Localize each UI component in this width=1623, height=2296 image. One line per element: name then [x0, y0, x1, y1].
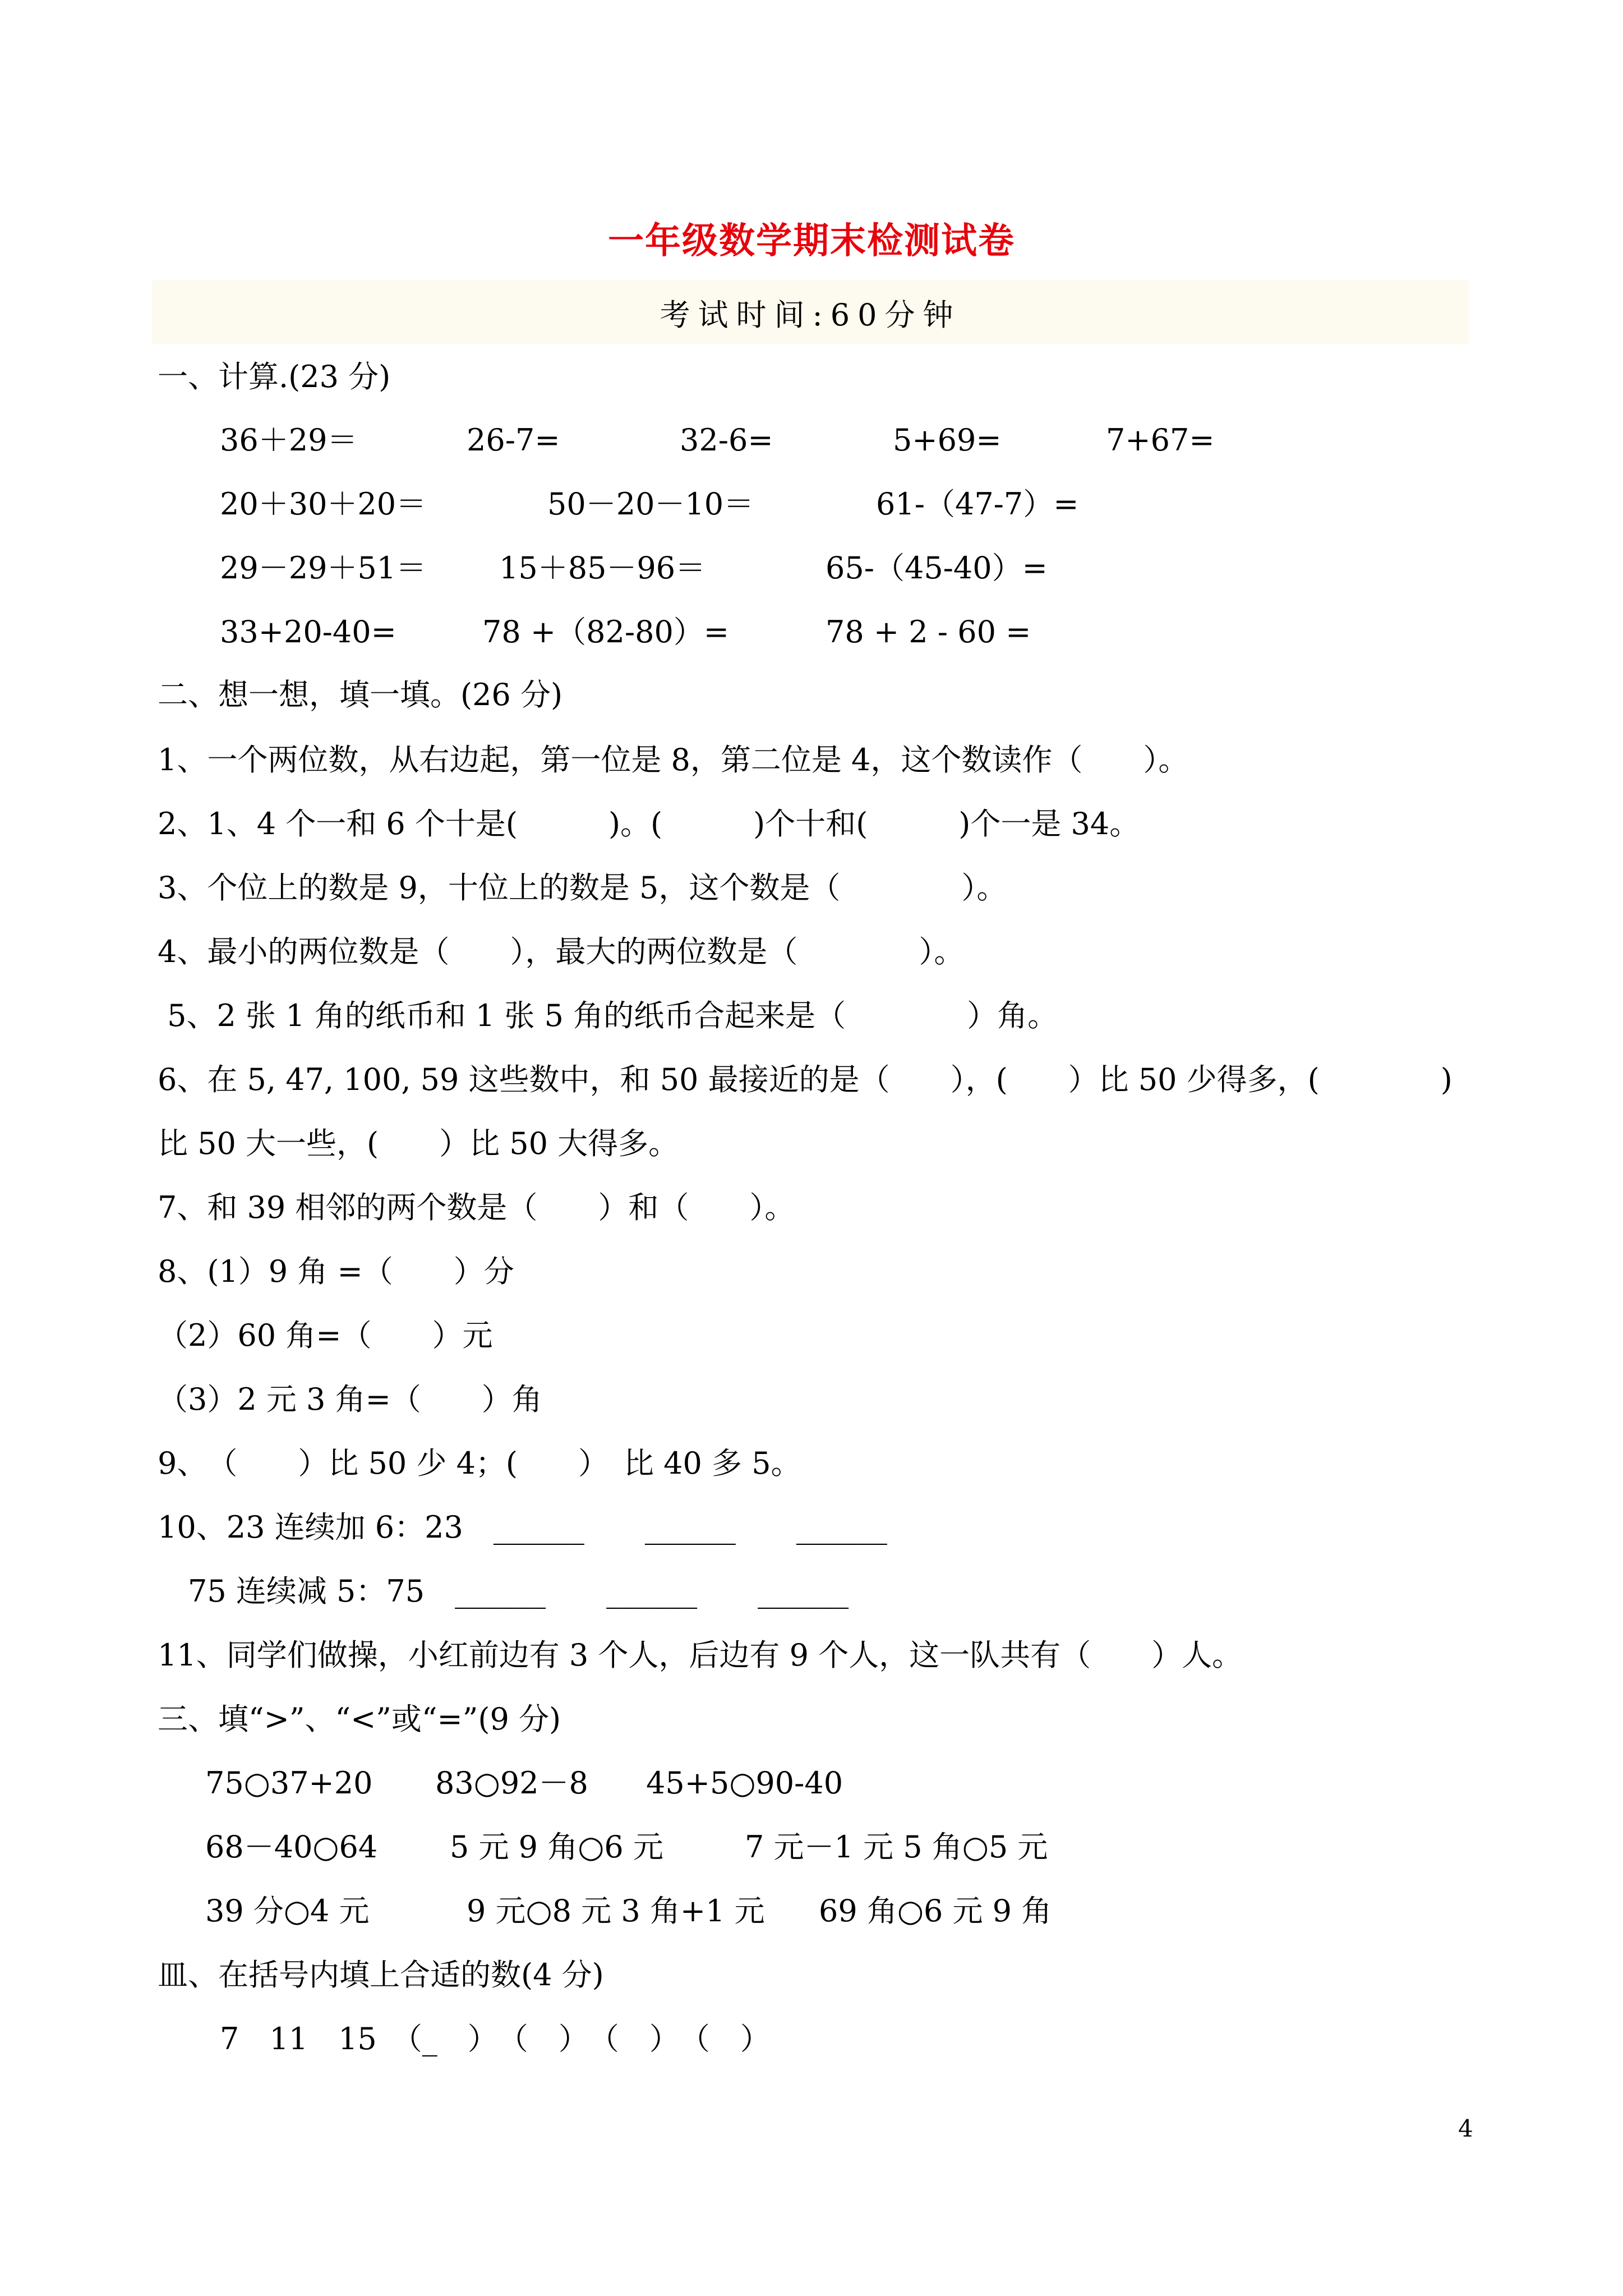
compare-r1-c1: 75○37+20 — [205, 1765, 373, 1801]
question-11: 11、同学们做操，小红前边有 3 个人，后边有 9 个人，这一队共有（ ）人。 — [158, 1637, 1243, 1673]
calc-r1-c2: 26-7= — [467, 422, 560, 458]
section4-heading: 皿、在括号内填上合适的数(4 分) — [158, 1957, 604, 1993]
compare-r2-c2: 5 元 9 角○6 元 — [450, 1829, 663, 1865]
section3-heading: 三、填“>”、“<”或“=”(9 分) — [158, 1701, 561, 1737]
question-9: 9、 （ ）比 50 少 4；( ） 比 40 多 5。 — [158, 1446, 801, 1481]
compare-r2-c1: 68－40○64 — [205, 1829, 378, 1865]
calc-r3-c3: 65-（45-40）= — [826, 550, 1048, 586]
question-2: 2、1、4 个一和 6 个十是( )。( )个十和( )个一是 34。 — [158, 806, 1140, 841]
question-10-part2: 75 连续减 5：75 ______ ______ ______ — [158, 1573, 849, 1609]
question-10-part1: 10、23 连续加 6：23 ______ ______ ______ — [158, 1510, 887, 1545]
question-8-part2: （2）60 角=（ ）元 — [158, 1318, 493, 1353]
calc-r4-c3: 78 + 2 - 60 = — [826, 614, 1031, 650]
question-1: 1、一个两位数，从右边起，第一位是 8，第二位是 4，这个数读作（ ）。 — [158, 742, 1189, 777]
question-3: 3、个位上的数是 9，十位上的数是 5，这个数是（ ）。 — [158, 870, 1007, 905]
compare-r3-c2: 9 元○8 元 3 角+1 元 — [467, 1893, 765, 1929]
compare-r2-c3: 7 元－1 元 5 角○5 元 — [745, 1829, 1048, 1865]
section1-heading: 一、计算.(23 分) — [158, 359, 391, 394]
exam-time-text: 考试时间:60分钟 — [660, 297, 961, 333]
question-6-line2: 比 50 大一些，( ）比 50 大得多。 — [158, 1126, 679, 1161]
question-4: 4、最小的两位数是（ ），最大的两位数是（ ）。 — [158, 934, 965, 969]
question-8-part3: （3）2 元 3 角=（ ）角 — [158, 1382, 542, 1417]
compare-r1-c2: 83○92－8 — [435, 1765, 588, 1801]
calc-r3-c1: 29－29＋51＝ — [220, 550, 427, 586]
number-sequence: 7 11 15 （_ ） （ ） （ ） （ ） — [220, 2021, 771, 2056]
question-7: 7、和 39 相邻的两个数是（ ）和（ ）。 — [158, 1190, 795, 1225]
compare-r1-c3: 45+5○90-40 — [646, 1765, 843, 1801]
calc-r1-c4: 5+69= — [893, 422, 1002, 458]
question-5: 5、2 张 1 角的纸币和 1 张 5 角的纸币合起来是（ ）角。 — [158, 998, 1058, 1033]
exam-time-banner — [152, 280, 1469, 344]
page-number: 4 — [1458, 2115, 1473, 2142]
calc-r4-c2: 78 +（82-80）= — [482, 614, 730, 650]
calc-r3-c2: 15＋85－96＝ — [499, 550, 706, 586]
compare-r3-c3: 69 角○6 元 9 角 — [819, 1893, 1052, 1929]
calc-r1-c5: 7+67= — [1106, 422, 1215, 458]
page-title: 一年级数学期末检测试卷 — [608, 220, 1015, 262]
calc-r4-c1: 33+20-40= — [220, 614, 396, 650]
calc-r2-c2: 50－20－10＝ — [547, 486, 754, 522]
question-8-part1: 8、(1）9 角 =（ ）分 — [158, 1254, 514, 1289]
calc-r1-c1: 36＋29＝ — [220, 422, 358, 458]
calc-r2-c1: 20＋30＋20＝ — [220, 486, 427, 522]
question-6-line1: 6、在 5, 47, 100, 59 这些数中，和 50 最接近的是（ ），( ）比 50 少得多，( ) — [158, 1062, 1453, 1097]
compare-r3-c1: 39 分○4 元 — [205, 1893, 370, 1929]
calc-r2-c3: 61-（47-7）= — [876, 486, 1079, 522]
section2-heading: 二、想一想，填一填。(26 分) — [158, 677, 563, 712]
calc-r1-c3: 32-6= — [680, 422, 773, 458]
